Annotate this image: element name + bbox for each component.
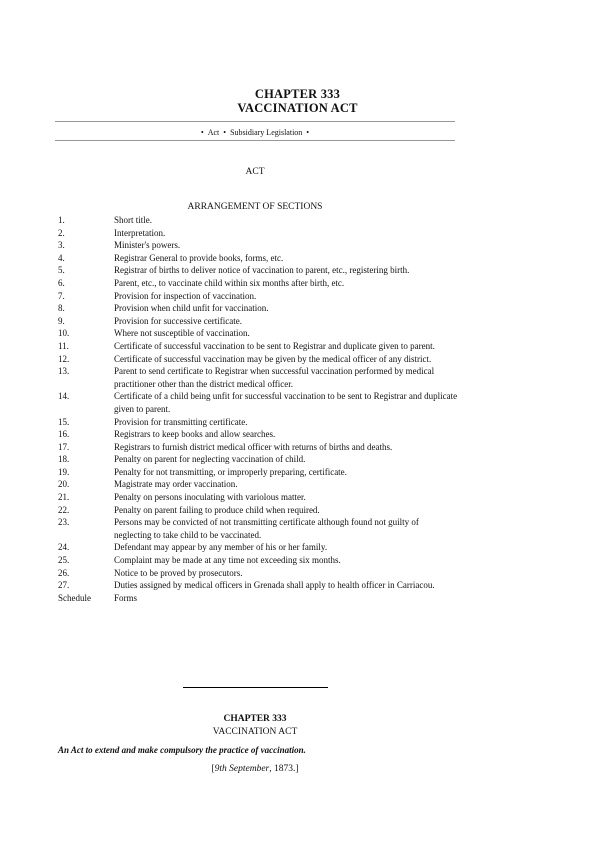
section-number: 23. (58, 517, 70, 528)
bullet-separator: • (223, 128, 227, 137)
section-entry[interactable] (58, 579, 458, 592)
section-entry[interactable] (58, 491, 458, 504)
date-italic: 9th September (214, 764, 270, 774)
section-number: 5. (58, 265, 65, 276)
long-title: An Act to extend and make compulsory the practice of vaccination. (58, 745, 306, 755)
section-entry[interactable] (58, 516, 458, 541)
section-entry[interactable] (58, 340, 458, 353)
enactment-date (0, 764, 510, 774)
section-number: 26. (58, 567, 70, 578)
section-number: 24. (58, 542, 70, 553)
section-number: 6. (58, 277, 65, 288)
section-title: Parent to send certificate to Registrar when successful vaccination performed by medical practitioner other than the district medical officer. (114, 366, 435, 389)
section-entry[interactable] (58, 541, 458, 554)
section-title: Notice to be proved by prosecutors. (114, 567, 243, 578)
section-title: Penalty on persons inoculating with variolous matter. (114, 492, 306, 503)
section-title: Penalty on parent for neglecting vaccination of child. (114, 454, 306, 465)
section-entry[interactable] (58, 567, 458, 580)
section-number: 3. (58, 240, 65, 251)
section-separator (183, 687, 328, 688)
section-title: Forms (114, 592, 138, 603)
section-title: Penalty on parent failing to produce child when required. (114, 504, 320, 515)
subsidiary-legislation-link[interactable]: Subsidiary Legislation (230, 128, 303, 137)
section-title: Duties assigned by medical officers in Grenada shall apply to health officer in Carriacou. (114, 580, 435, 591)
body-act-title: VACCINATION ACT (212, 727, 298, 737)
section-number: 21. (58, 492, 70, 503)
section-number: 27. (58, 580, 70, 591)
section-title: Provision for transmitting certificate. (114, 416, 248, 427)
section-entry[interactable] (58, 214, 458, 227)
section-title: Where not susceptible of vaccination. (114, 328, 250, 339)
section-number: 14. (58, 391, 70, 402)
section-title: Provision for successive certificate. (114, 315, 242, 326)
section-number: 8. (58, 303, 65, 314)
section-entry[interactable] (58, 416, 458, 429)
section-title: Registrar of births to deliver notice of vaccination to parent, etc., registering birth. (114, 265, 410, 276)
sections-list (58, 214, 458, 604)
section-title: Registrar General to provide books, forms, etc. (114, 252, 284, 263)
bullet-separator: • (200, 128, 204, 137)
navigation-links (0, 128, 510, 137)
section-title: Magistrate may order vaccination. (114, 479, 238, 490)
section-entry[interactable] (58, 302, 458, 315)
section-entry[interactable] (58, 264, 458, 277)
section-number: 2. (58, 227, 65, 238)
section-entry[interactable] (58, 428, 458, 441)
bullet-separator: • (306, 128, 310, 137)
section-entry[interactable] (58, 252, 458, 265)
section-entry[interactable] (58, 554, 458, 567)
section-title: Registrars to keep books and allow searches. (114, 429, 276, 440)
act-link[interactable]: Act (207, 128, 220, 137)
section-title: Defendant may appear by any member of his or her family. (114, 542, 328, 553)
section-title: Penalty for not transmitting, or improperly preparing, certificate. (114, 466, 347, 477)
section-title: Provision when child unfit for vaccination. (114, 303, 269, 314)
section-number: 13. (58, 366, 70, 377)
section-entry[interactable] (58, 365, 458, 390)
section-entry[interactable] (58, 315, 458, 328)
section-number: 20. (58, 479, 70, 490)
section-number: 1. (58, 215, 65, 225)
date-year: , 1873.] (269, 764, 299, 774)
section-number: 18. (58, 454, 70, 465)
section-title: Minister's powers. (114, 240, 181, 251)
section-entry[interactable] (58, 453, 458, 466)
top-divider (55, 121, 455, 122)
section-title: Short title. (114, 215, 152, 225)
section-entry[interactable] (58, 390, 458, 415)
section-number: 11. (58, 340, 69, 351)
section-entry[interactable] (58, 478, 458, 491)
section-entry[interactable] (58, 441, 458, 454)
section-number: Schedule (58, 592, 91, 603)
act-heading: ACT (245, 167, 265, 177)
section-number: 7. (58, 290, 65, 301)
arrangement-heading: ARRANGEMENT OF SECTIONS (187, 202, 323, 212)
section-entry[interactable] (58, 227, 458, 240)
section-title: Registrars to furnish district medical officer with returns of births and deaths. (114, 441, 393, 452)
section-entry[interactable] (58, 592, 458, 605)
section-title: Certificate of a child being unfit for successful vaccination to be sent to Registrar and duplicate given to parent. (114, 391, 458, 414)
section-number: 12. (58, 353, 70, 364)
section-title: Interpretation. (114, 227, 166, 238)
act-title: VACCINATION ACT (237, 101, 358, 115)
section-title: Persons may be convicted of not transmitting certificate although found not guilty of neglecting to take child to be vaccinated. (114, 517, 419, 540)
section-title: Complaint may be made at any time not exceeding six months. (114, 555, 341, 566)
section-number: 17. (58, 441, 70, 452)
section-number: 9. (58, 315, 65, 326)
section-entry[interactable] (58, 239, 458, 252)
section-title: Parent, etc., to vaccinate child within six months after birth, etc. (114, 277, 345, 288)
section-entry[interactable] (58, 353, 458, 366)
date-bracket: [ (211, 764, 215, 774)
section-entry[interactable] (58, 504, 458, 517)
section-number: 10. (58, 328, 70, 339)
section-title: Certificate of successful vaccination may be given by the medical officer of any district. (114, 353, 432, 364)
section-entry[interactable] (58, 327, 458, 340)
section-entry[interactable] (58, 277, 458, 290)
body-chapter-title: CHAPTER 333 (223, 714, 287, 724)
section-number: 22. (58, 504, 70, 515)
chapter-title: CHAPTER 333 (254, 87, 341, 101)
section-number: 25. (58, 555, 70, 566)
section-title: Provision for inspection of vaccination. (114, 290, 257, 301)
section-number: 4. (58, 252, 65, 263)
section-number: 16. (58, 429, 70, 440)
section-entry[interactable] (58, 290, 458, 303)
section-entry[interactable] (58, 466, 458, 479)
section-title: Certificate of successful vaccination to be sent to Registrar and duplicate given to parent. (114, 340, 435, 351)
bottom-divider (55, 140, 455, 141)
section-number: 15. (58, 416, 70, 427)
section-number: 19. (58, 466, 70, 477)
